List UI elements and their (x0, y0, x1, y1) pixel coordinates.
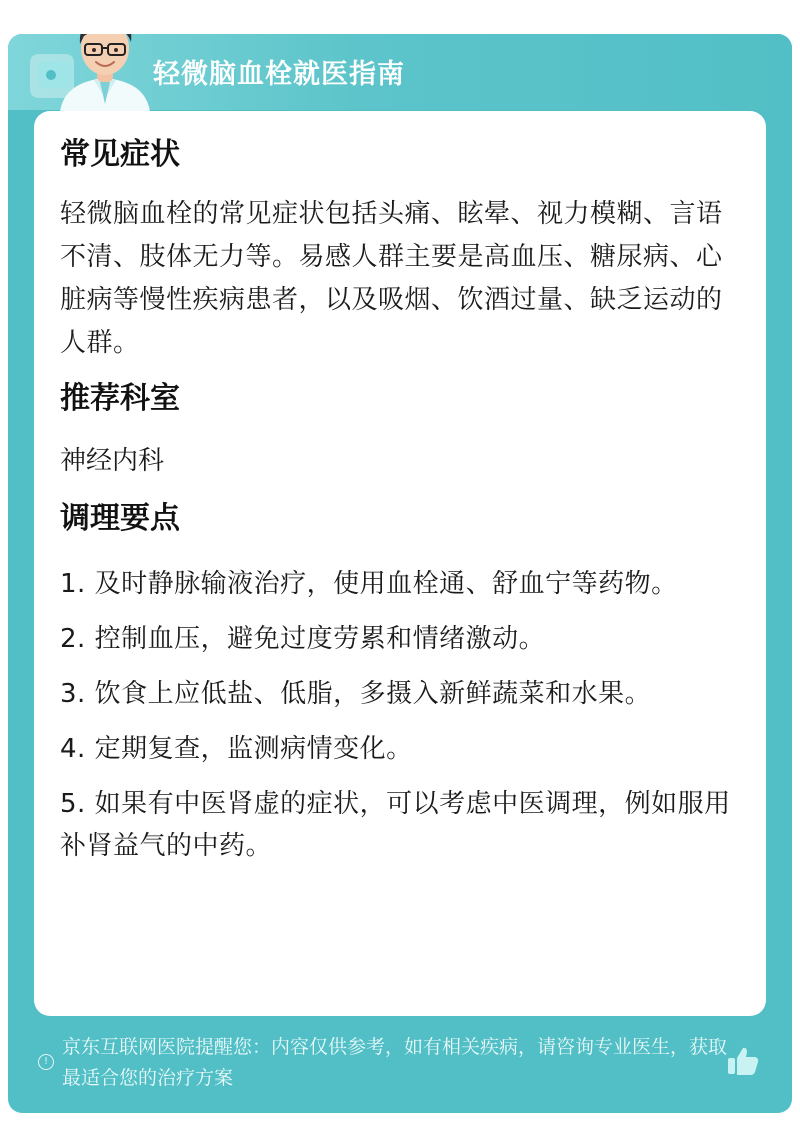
content-card (34, 111, 766, 1016)
list-item: 5. 如果有中医肾虚的症状，可以考虑中医调理，例如服用补肾益气的中药。 (60, 789, 731, 861)
footer (8, 1024, 792, 1113)
list-item: 4. 定期复查，监测病情变化。 (60, 734, 413, 764)
guide-panel (8, 34, 792, 1113)
disclaimer-text: 京东互联网医院提醒您：内容仅供参考，如有相关疾病，请咨询专业医生，获取最适合您的治疗方案 (62, 1036, 728, 1089)
symptoms-heading: 常见症状 (60, 137, 180, 172)
department-text: 神经内科 (60, 446, 165, 476)
list-item: 3. 饮食上应低盐、低脂，多摄入新鲜蔬菜和水果。 (60, 679, 652, 709)
list-item: 1. 及时静脉输液治疗，使用血栓通、舒血宁等药物。 (60, 569, 678, 599)
department-heading: 推荐科室 (60, 381, 180, 416)
content-body (60, 135, 740, 880)
page-title: 轻微脑血栓就医指南 (153, 59, 405, 90)
list-item: 2. 控制血压，避免过度劳累和情绪激动。 (60, 624, 546, 654)
care-list (60, 563, 740, 867)
info-icon: ! (38, 1054, 54, 1070)
doctor-avatar (50, 34, 160, 112)
symptoms-text: 轻微脑血栓的常见症状包括头痛、眩晕、视力模糊、言语不清、肢体无力等。易感人群主要是高血压、糖尿病、心脏病等慢性疾病患者，以及吸烟、饮酒过量、缺乏运动的人群。 (60, 199, 723, 358)
thumbs-up-icon[interactable] (726, 1044, 760, 1078)
care-heading: 调理要点 (60, 501, 180, 536)
